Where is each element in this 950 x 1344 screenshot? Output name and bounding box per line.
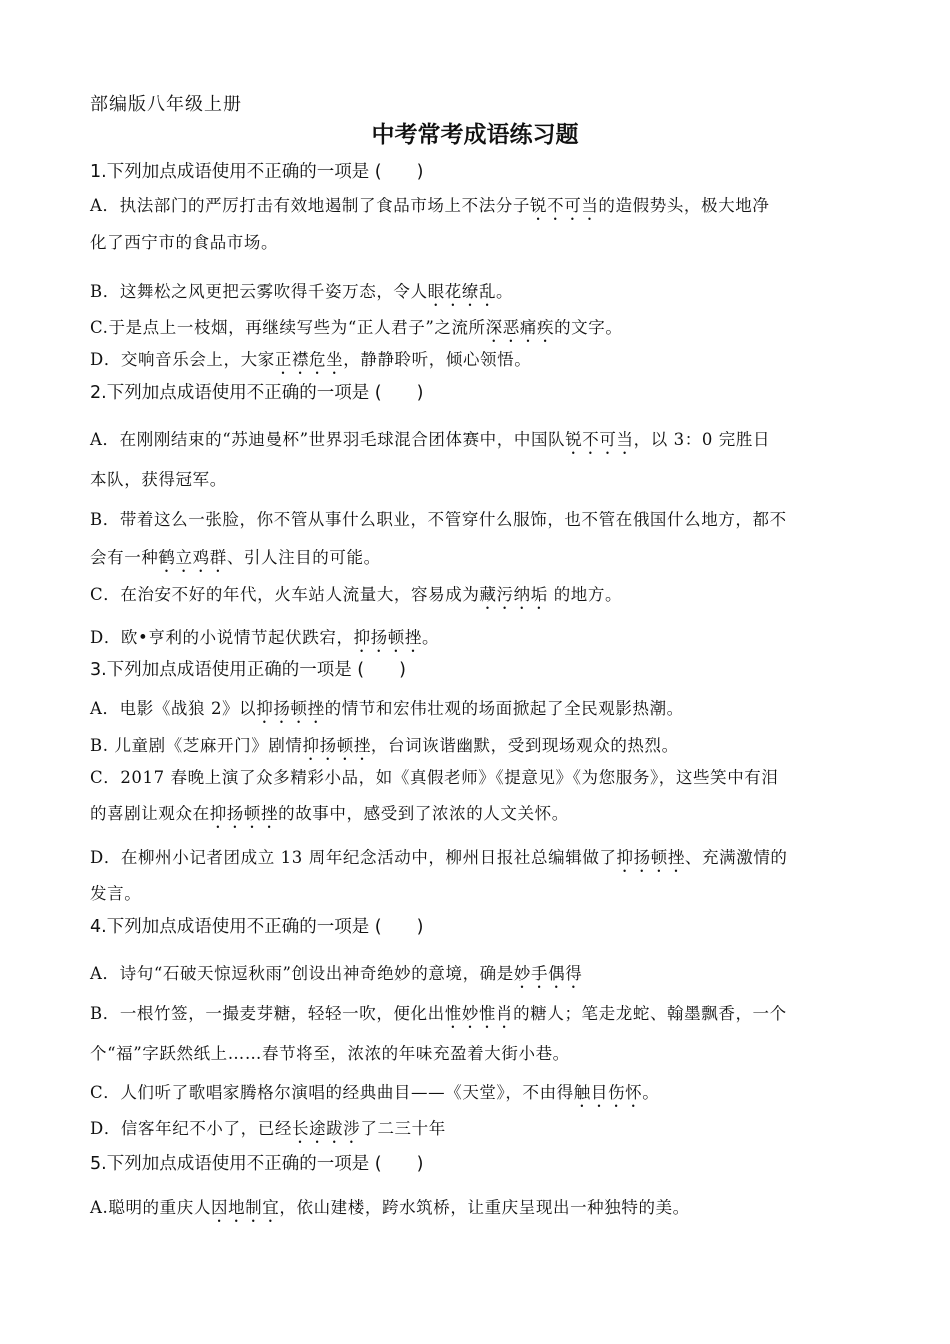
option-text: 。: [496, 282, 514, 301]
option-text: ，台词诙谐幽默，受到现场观众的热烈。: [370, 736, 679, 755]
question-3-option-a: [90, 697, 684, 727]
question-1-option-a-cont: 化了西宁市的食品市场。: [90, 233, 279, 252]
dotted-idiom: 深恶痛疾: [485, 318, 555, 337]
option-text: ，依山建楼，跨水筑桥，让重庆呈现出一种独特的美。: [279, 1198, 690, 1217]
option-text: C.于是点上一枝烟，再继续写些为“正人君子”之流所: [90, 318, 486, 337]
option-text: D．欧•亨利的小说情节起伏跌宕，: [90, 628, 354, 647]
option-text: D．信客年纪不小了，已经: [90, 1119, 292, 1138]
option-text: 了二三十年: [360, 1119, 446, 1138]
question-4-option-d: [90, 1117, 446, 1147]
question-3-option-d-cont: 发言。: [90, 884, 142, 903]
question-2-option-a: [90, 428, 770, 458]
question-4-option-b-cont: 个“福”字跃然纸上……春节将至，浓浓的年味充盈着大街小巷。: [90, 1044, 570, 1063]
option-text: 、充满激情的: [684, 848, 788, 867]
question-1-option-a: [90, 194, 769, 224]
question-2-stem: 2.下列加点成语使用不正确的一项是 ( ): [90, 383, 424, 403]
series-label: 部编版八年级上册: [90, 94, 242, 115]
option-text: 的故事中，感受到了浓浓的人文关怀。: [278, 804, 569, 823]
dotted-idiom: 藏污纳垢: [479, 585, 548, 604]
question-4-option-c: [90, 1081, 659, 1111]
option-text: A．在刚刚结束的“苏迪曼杯”世界羽毛球混合团体赛中，中国队: [90, 430, 566, 449]
page-title: 中考常考成语练习题: [371, 122, 579, 148]
option-text: A．诗句“石破天惊逗秋雨”创设出神奇绝妙的意境，确是: [90, 964, 514, 983]
option-text: 的情节和宏伟壮观的场面掀起了全民观影热潮。: [324, 699, 684, 718]
question-1-stem: 1.下列加点成语使用不正确的一项是 ( ): [90, 162, 424, 182]
option-text: B．这舞松之风更把云雾吹得千姿万态，令人: [90, 282, 428, 301]
question-4-option-a: [90, 962, 582, 992]
question-2-option-c: [90, 583, 622, 613]
question-4-stem: 4.下列加点成语使用不正确的一项是 ( ): [90, 917, 424, 937]
dotted-idiom: 鹤立鸡群: [158, 548, 227, 567]
dotted-idiom: 抑扬顿挫: [209, 804, 279, 823]
dotted-idiom: 惟妙惟肖: [444, 1004, 514, 1023]
option-text: D．交响音乐会上，大家: [90, 350, 275, 369]
dotted-idiom: 正襟危坐: [274, 350, 344, 369]
option-text: 的糖人；笔走龙蛇、翰墨飘香，一个: [513, 1004, 787, 1023]
question-2-option-b-cont: [90, 546, 381, 576]
dotted-idiom: 长途跋涉: [291, 1119, 361, 1138]
option-text: 。: [421, 628, 440, 647]
question-2-option-d: [90, 626, 439, 656]
dotted-idiom: 抑扬顿挫: [256, 699, 325, 718]
option-text: ，以 3：0 完胜日: [633, 430, 771, 449]
option-text: D．在柳州小记者团成立 13 周年纪念活动中，柳州日报社总编辑做了: [90, 848, 617, 867]
dotted-idiom: 抑扬顿挫: [302, 736, 371, 755]
question-5-stem: 5.下列加点成语使用不正确的一项是 ( ): [90, 1154, 424, 1174]
question-3-option-c: C．2017 春晚上演了众多精彩小品，如《真假老师》《提意见》《为您服务》，这些笑中有泪: [90, 768, 779, 787]
dotted-idiom: 触目伤怀: [573, 1083, 643, 1102]
option-text: 的文字。: [554, 318, 623, 337]
option-text: ，静静聆听，倾心领悟。: [343, 350, 532, 369]
option-text: C．在治安不好的年代，火车站人流量大，容易成为: [90, 585, 480, 604]
question-4-option-b: [90, 1002, 787, 1032]
option-text: 的造假势头，极大地净: [598, 196, 770, 215]
question-1-option-d: [90, 348, 531, 378]
option-text: 的喜剧让观众在: [90, 804, 210, 823]
question-5-option-a: [90, 1196, 690, 1226]
option-text: A．执法部门的严厉打击有效地遏制了食品市场上不法分子: [90, 196, 531, 215]
question-3-option-b: [90, 734, 679, 764]
option-text: 会有一种: [90, 548, 159, 567]
question-1-option-c: [90, 316, 622, 346]
question-3-stem: 3.下列加点成语使用正确的一项是 ( ): [90, 660, 406, 680]
dotted-idiom: 眼花缭乱: [427, 282, 497, 301]
dotted-idiom: 锐不可当: [530, 196, 599, 215]
dotted-idiom: 因地制宜: [210, 1198, 280, 1217]
option-text: 、引人注目的可能。: [226, 548, 381, 567]
dotted-idiom: 抑扬顿挫: [353, 628, 422, 647]
question-1-option-b: [90, 280, 513, 310]
dotted-idiom: 锐不可当: [565, 430, 634, 449]
dotted-idiom: 抑扬顿挫: [616, 848, 685, 867]
question-3-option-d: [90, 846, 788, 876]
option-text: A.聪明的重庆人: [90, 1198, 211, 1217]
question-2-option-b: B．带着这么一张脸，你不管从事什么职业，不管穿什么服饰，也不管在俄国什么地方，都不: [90, 510, 787, 529]
question-3-option-c-cont: [90, 802, 569, 832]
question-2-option-a-cont: 本队，获得冠军。: [90, 470, 227, 489]
option-text: 。: [642, 1083, 660, 1102]
option-text: 的地方。: [547, 585, 623, 604]
dotted-idiom: 妙手偶得: [513, 964, 583, 983]
option-text: A．电影《战狼 2》以: [90, 699, 257, 718]
option-text: B．一根竹签，一撮麦芽糖，轻轻一吹，便化出: [90, 1004, 445, 1023]
option-text: B. 儿童剧《芝麻开门》剧情: [90, 736, 303, 755]
option-text: C．人们听了歌唱家腾格尔演唱的经典曲目——《天堂》，不由得: [90, 1083, 574, 1102]
